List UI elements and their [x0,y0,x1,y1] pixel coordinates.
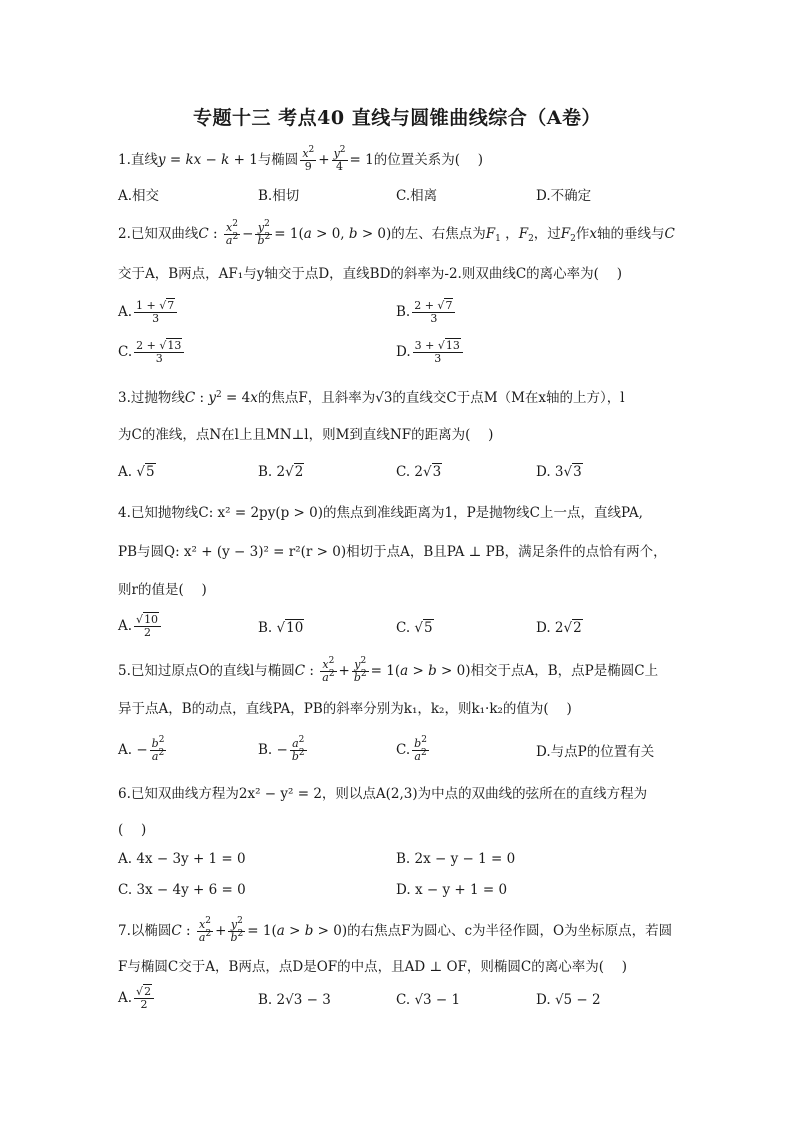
q6-option-d: D. x − y + 1 = 0 [396,882,508,898]
q3-option-b: B. 2√2 [258,464,304,480]
q3-option-d: D. 3√3 [536,464,582,480]
q1-option-b: B.相切 [258,188,300,204]
q7-text-pre: 7.以椭圆 [118,923,172,939]
q5-text-post: 相交于点A，B，点P是椭圆C上 [470,663,659,679]
q3-text-post: 的焦点F，且斜率为√3的直线交C于点M（M在x轴的上方），l [257,390,625,406]
q4-option-d: D. 2√2 [536,620,582,636]
q7-option-d: D. √5 − 2 [536,992,601,1008]
q3-line-2: 为C的准线，点N在l上且MN⊥l，则M到直线NF的距离为( ) [118,427,494,443]
q5-option-c: C. $\frac{b^2}{a^2}$ [396,735,427,763]
fraction: $\frac{x^2}{a^2}$ [225,219,239,247]
q6-line-1: 6.已知双曲线方程为2x² − y² = 2，则以点A(2,3)为中点的双曲线的弦所在的直线方程为 [118,786,648,802]
q1-option-c: C.相离 [396,188,438,204]
q6-line-2: ( ) [118,822,147,838]
fraction: $\frac{1 + √7}{3}$ [134,300,177,325]
fraction: $\frac{x^2}{a^2}$ [322,656,335,684]
question-5: 5.已知过原点O的直线l与椭圆C : $\frac{x^2}{a^2}$ + $\frac{y^2}{b^2}$ = 1(a > b > 0)相交于点A，B，点P是椭圆C上 [118,656,659,684]
q5-text-pre: 5.已知过原点O的直线l与椭圆 [118,663,295,679]
q2-text-1: 的左、右焦点为 [391,226,486,242]
q3-option-c: C. 2√3 [396,464,442,480]
page-title: 专题十三 考点40 直线与圆锥曲线综合（A卷） [193,107,601,129]
q4-line-3: 则r的值是( ) [118,582,207,598]
fraction: $\frac{b^2}{a^2}$ [151,735,165,763]
fraction: $\frac{x^2}{a^2}$ [198,916,212,944]
q7-option-b: B. 2√3 − 3 [258,992,331,1008]
fraction: $\frac{2 + √7}{3}$ [412,300,455,325]
fraction: $\frac{√2}{2}$ [134,986,154,1011]
q3-option-a: A. √5 [118,464,155,480]
fraction: $\frac{b^2}{a^2}$ [414,735,427,763]
question-7: 7.以椭圆C : $\frac{x^2}{a^2}$ + $\frac{y^2}{b^2}$ = 1(a > b > 0)的右焦点F为圆心、c为半径作圆，O为坐标原点，若圆 [118,916,673,944]
question-1: 1.直线y = kx − k + 1与椭圆 $\frac{x^2}{9}$ + $\frac{y^2}{4}$ = 1的位置关系为( ) [118,145,484,173]
q2-option-b: B. $\frac{2 + √7}{3}$ [396,300,457,325]
q7-option-a: A. $\frac{√2}{2}$ [118,986,156,1011]
q7-option-c: C. √3 − 1 [396,992,461,1008]
q4-line-1: 4.已知抛物线C: x² = 2py(p > 0)的焦点到准线距离为1，P是抛物线C上一点，直线PA, [118,505,643,521]
q1-text-mid: 与椭圆 [257,152,299,168]
q2-line-2: 交于A，B两点，AF₁与y轴交于点D，直线BD的斜率为-2.则双曲线C的离心率为( ) [118,266,622,282]
q4-option-c: C. √5 [396,620,433,636]
q2-option-c: C. $\frac{2 + √13}{3}$ [118,340,186,365]
fraction: $\frac{a^2}{b^2}$ [291,735,305,763]
fraction: $\frac{√10}{2}$ [134,614,161,639]
fraction: $\frac{x^2}{9}$ [302,145,315,173]
q6-option-b: B. 2x − y − 1 = 0 [396,851,516,867]
q1-option-a: A.相交 [118,188,160,204]
q1-option-d: D.不确定 [536,188,592,204]
q6-option-a: A. 4x − 3y + 1 = 0 [118,851,246,867]
q2-text-3: 作 [575,226,590,242]
fraction: $\frac{3 + √13}{3}$ [413,340,463,365]
q4-option-a: A. $\frac{√10}{2}$ [118,614,163,639]
q4-line-2: PB与圆Q: x² + (y − 3)² = r²(r > 0)相切于点A，B且PA ⊥ PB，满足条件的点恰有两个， [118,544,667,560]
q7-line-2: F与椭圆C交于A，B两点，点D是OF的中点，且AD ⊥ OF，则椭圆C的离心率为( ) [118,959,628,975]
question-2: 2.已知双曲线C : $\frac{x^2}{a^2}$ − $\frac{y^2}{b^2}$ = 1(a > 0, b > 0)的左、右焦点为$F_1$ ，$F_2$，过$F_2$作x轴的垂线与C [118,219,675,247]
q2-text-2: ，过 [533,226,561,242]
q5-option-b: B. − $\frac{a^2}{b^2}$ [258,735,305,763]
q7-text-post: 的右焦点F为圆心、c为半径作圆，O为坐标原点，若圆 [347,923,673,939]
q6-option-c: C. 3x − 4y + 6 = 0 [118,882,246,898]
fraction: $\frac{y^2}{b^2}$ [230,916,244,944]
q5-line-2: 异于点A，B的动点，直线PA，PB的斜率分别为k₁，k₂，则k₁·k₂的值为( ) [118,701,572,717]
q5-option-a: A. − $\frac{b^2}{a^2}$ [118,735,165,763]
fraction: $\frac{2 + √13}{3}$ [134,340,184,365]
q1-text-pre: 1.直线 [118,152,158,168]
fraction: $\frac{y^2}{4}$ [333,145,346,173]
q5-option-d: D.与点P的位置有关 [536,744,655,760]
q2-text-pre: 2.已知双曲线 [118,226,199,242]
q4-option-b: B. √10 [258,620,304,636]
q1-text-post: 的位置关系为( ) [373,152,484,168]
fraction: $\frac{y^2}{b^2}$ [257,219,271,247]
question-3: 3.过抛物线C : $y^2 = 4x$的焦点F，且斜率为√3的直线交C于点M（M在x轴的上方），l [118,390,625,406]
q2-text-4: 轴的垂线与 [597,226,665,242]
fraction: $\frac{y^2}{b^2}$ [353,656,367,684]
q2-option-a: A. $\frac{1 + √7}{3}$ [118,300,179,325]
q3-text-pre: 3.过抛物线 [118,390,185,406]
q2-option-d: D. $\frac{3 + √13}{3}$ [396,340,465,365]
